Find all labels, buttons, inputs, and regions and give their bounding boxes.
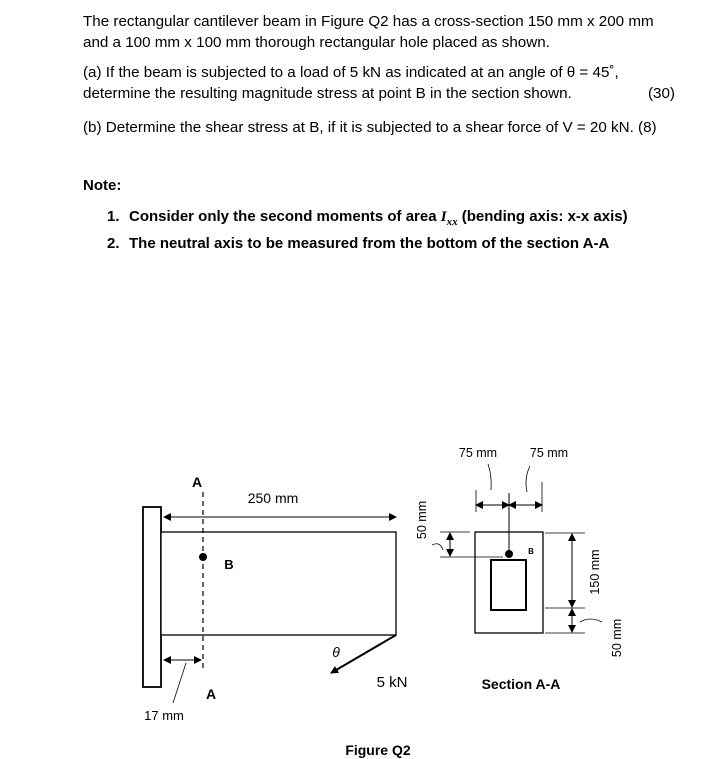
cantilever-beam [161,532,396,635]
note-item-text: Consider only the second moments of area [129,208,441,225]
dim-bottom-leader [580,619,602,622]
part-a-text: (a) If the beam is subjected to a load of 5 kN as indicated at an angle of θ = 45˚, determine the resulting magnitude stress at point B in the section shown. [83,64,619,102]
section-title: Section A-A [481,676,561,692]
dim-height-label: 150 mm [588,549,602,595]
load-label: 5 kN [376,674,408,691]
dim-left-label: 75 mm [458,446,498,460]
section-point-b-label: B [528,547,534,556]
note-heading: Note: [83,177,122,194]
note-item-number: 2. [107,235,120,252]
dim-top-leader [432,544,443,550]
part-a-marks: (30) [647,85,675,102]
angle-label: θ [332,644,340,660]
offset-label: 17 mm [144,708,184,723]
dim-bottom-label: 50 mm [610,618,624,658]
ixx-subscript: xx [446,216,458,228]
problem-intro: The rectangular cantilever beam in Figure Q2 has a cross-section 150 mm x 200 mm and a 100 mm x 100 mm thorough rectangular hole placed as shown. [83,13,654,51]
dim-right-label: 75 mm [529,446,569,460]
dim-top-label: 50 mm [415,500,429,540]
dim-right-leader [526,466,530,492]
part-b: (b) Determine the shear stress at B, if it is subjected to a shear force of V = 20 kN. (8) [83,119,657,136]
offset-leader [173,663,186,703]
figure-caption: Figure Q2 [345,742,411,758]
note-item-number: 1. [107,208,120,225]
point-b-marker [199,553,207,561]
fixed-wall [143,507,161,687]
beam-length-label: 250 mm [247,490,299,506]
section-label-top: A [191,474,203,490]
section-label-bottom: A [205,686,217,702]
load-arrow [331,635,396,673]
point-b-label: B [224,557,234,572]
section-hole [491,560,526,610]
ixx-letter: I [440,209,447,225]
note-item-text-end: (bending axis: x-x axis) [457,208,628,225]
dim-left-leader [488,464,491,490]
note-item-text: The neutral axis to be measured from the bottom of the section A-A [129,235,610,252]
